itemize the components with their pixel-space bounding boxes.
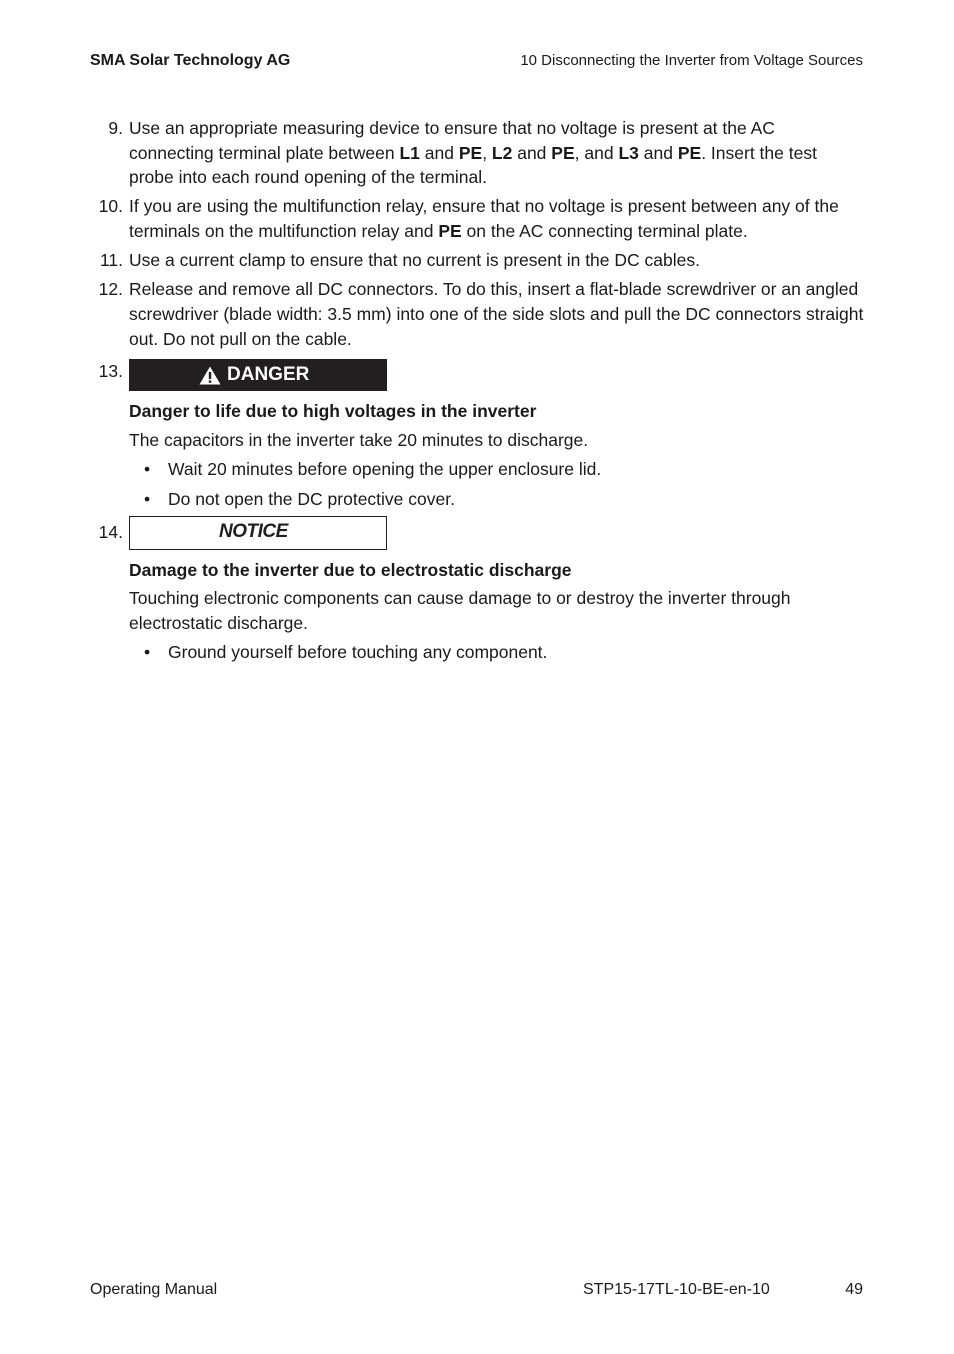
step-list xyxy=(90,116,864,670)
step-text: and xyxy=(512,142,552,163)
step-number: 9. xyxy=(108,118,123,138)
step-13-danger xyxy=(90,359,864,511)
step-10 xyxy=(90,194,864,243)
step-text: If you are using the multifunction relay, ensure that no voltage is present between any of the terminals on the multifunction relay and xyxy=(129,196,839,241)
list-item: • Ground yourself before touching any component. xyxy=(129,640,864,665)
notice-label: NOTICE xyxy=(219,521,288,543)
step-text: , xyxy=(482,142,492,163)
notice-bullets xyxy=(129,640,864,665)
step-text: , and xyxy=(574,142,619,163)
list-item: • Do not open the DC protective cover. xyxy=(129,487,864,512)
step-text: and xyxy=(419,142,459,163)
step-text: Release and remove all DC connectors. To do this, insert a flat-blade screwdriver or an angled screwdriver (blade width: 3.5 mm) into one of the side slots and pull the DC connectors straight out. Do not pull on the cable. xyxy=(129,279,864,349)
step-bold-term: L3 xyxy=(618,142,639,163)
notice-title: Damage to the inverter due to electrostatic discharge xyxy=(129,559,572,580)
footer-page-number: 49 xyxy=(845,1281,863,1298)
step-number: 12. xyxy=(98,279,123,300)
step-bold-term: L1 xyxy=(399,142,420,163)
notice-label-box xyxy=(129,516,387,550)
step-14-notice xyxy=(90,516,864,665)
list-item: • Wait 20 minutes before opening the upper enclosure lid. xyxy=(129,457,864,482)
step-bold-term: PE xyxy=(551,142,575,163)
header-section-title: 10 Disconnecting the Inverter from Voltage Sources xyxy=(520,52,863,69)
step-bold-term: PE xyxy=(677,142,702,163)
warning-triangle-icon xyxy=(199,366,221,385)
step-11 xyxy=(90,248,864,273)
danger-label: DANGER xyxy=(227,363,310,385)
step-number: 13. xyxy=(98,361,123,382)
step-number: 10. xyxy=(98,196,123,217)
danger-bullets xyxy=(129,457,864,511)
step-bold-term: PE xyxy=(438,220,462,241)
danger-text: The capacitors in the inverter take 20 minutes to discharge. xyxy=(129,429,589,450)
step-bold-term: PE xyxy=(458,142,483,163)
footer-document-code: STP15-17TL-10-BE-en-10 xyxy=(583,1281,770,1298)
danger-label-box xyxy=(129,359,387,391)
step-12 xyxy=(90,277,864,351)
step-text: on the AC connecting terminal plate. xyxy=(461,220,748,241)
header-company: SMA Solar Technology AG xyxy=(90,52,291,69)
step-text: and xyxy=(638,142,678,163)
step-number: 11. xyxy=(99,250,123,271)
step-number: 14. xyxy=(98,521,123,542)
step-9 xyxy=(90,116,864,190)
step-text: Use a current clamp to ensure that no current is present in the DC cables. xyxy=(129,250,700,271)
footer-manual-type: Operating Manual xyxy=(90,1281,218,1298)
step-text: Use an appropriate measuring device to ensure that no voltage is present at the AC connecting terminal plate between xyxy=(129,118,775,163)
step-bold-term: L2 xyxy=(491,142,513,163)
danger-title: Danger to life due to high voltages in the inverter xyxy=(129,401,537,422)
notice-text: Touching electronic components can cause damage to or destroy the inverter through electrostatic discharge. xyxy=(129,588,791,633)
step-text: . Insert the test probe into each round opening of the terminal. xyxy=(129,142,817,188)
